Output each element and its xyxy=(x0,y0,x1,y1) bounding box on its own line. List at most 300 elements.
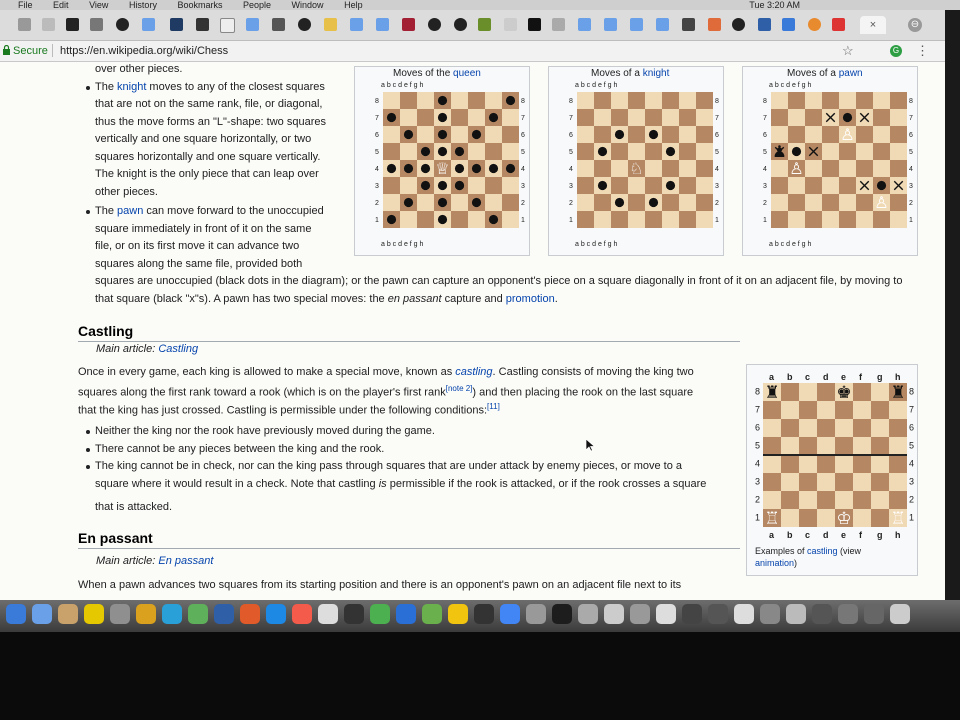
board-square xyxy=(696,126,713,143)
rank-label: 6 xyxy=(909,132,913,140)
board-square xyxy=(451,109,468,126)
board-square xyxy=(400,177,417,194)
queen-diagram xyxy=(354,66,530,256)
board-square xyxy=(577,160,594,177)
url-field[interactable]: https://en.wikipedia.org/wiki/Chess xyxy=(60,45,229,57)
board-square xyxy=(805,126,822,143)
board-square xyxy=(781,419,799,437)
move-dot xyxy=(506,96,515,105)
pinned-tab-icon[interactable] xyxy=(832,18,845,31)
rank-label: 5 xyxy=(909,440,915,451)
board-square xyxy=(822,160,839,177)
castling-main-link[interactable]: Castling xyxy=(158,343,199,355)
board-square xyxy=(817,419,835,437)
rank-label: 7 xyxy=(569,115,573,123)
board-square xyxy=(873,92,890,109)
board-square xyxy=(696,92,713,109)
board-square xyxy=(799,383,817,401)
board-square xyxy=(889,473,907,491)
white-knight-icon: ♘ xyxy=(629,159,644,179)
rank-label: 1 xyxy=(715,217,719,225)
board-square xyxy=(628,211,645,228)
menu-file[interactable]: File xyxy=(18,0,33,10)
board-square xyxy=(805,92,822,109)
board-square xyxy=(799,437,817,455)
browser-menu-icon[interactable]: ⋮ xyxy=(916,43,929,58)
file-label: h xyxy=(895,530,901,540)
file-label: b xyxy=(787,372,793,382)
board-square xyxy=(611,211,628,228)
pinned-tab-icon[interactable] xyxy=(758,18,771,31)
board-square xyxy=(889,401,907,419)
menu-bookmarks[interactable]: Bookmarks xyxy=(177,0,223,10)
board-square xyxy=(853,491,871,509)
move-dot xyxy=(489,113,498,122)
board-square xyxy=(628,126,645,143)
rank-label: 2 xyxy=(375,200,379,208)
text-line: squares are unoccupied (black dots in the diagram); or the pawn can capture an opponent's piece on a square diagonally in front of it on an adjacent file, by moving to xyxy=(95,275,903,287)
castling-hatnote: Main article: Castling xyxy=(96,343,199,355)
board-square xyxy=(679,143,696,160)
board-square xyxy=(781,473,799,491)
board-square xyxy=(799,473,817,491)
board-square xyxy=(485,143,502,160)
text-line: file, or on its first move it can advance two xyxy=(95,240,300,252)
file-label: f xyxy=(859,372,862,382)
board-square xyxy=(662,211,679,228)
pawn-board xyxy=(761,92,917,230)
board-square xyxy=(417,109,434,126)
dock-app-icon[interactable] xyxy=(58,604,78,624)
board-square xyxy=(645,211,662,228)
rank-label: 6 xyxy=(375,132,379,140)
castling-caption-link[interactable]: castling xyxy=(807,546,838,556)
board-square xyxy=(468,109,485,126)
board-square xyxy=(788,126,805,143)
promotion-link[interactable]: promotion xyxy=(505,293,555,305)
menu-edit[interactable]: Edit xyxy=(53,0,69,10)
rank-label: 5 xyxy=(909,149,913,157)
dock-app-icon[interactable] xyxy=(448,604,468,624)
pinned-tab-icon[interactable] xyxy=(604,18,617,31)
pinned-tab-icon[interactable] xyxy=(42,18,55,31)
board-square xyxy=(577,109,594,126)
board-square xyxy=(817,401,835,419)
dock-app-icon[interactable] xyxy=(240,604,260,624)
board-square xyxy=(822,177,839,194)
github-icon[interactable] xyxy=(428,18,441,31)
text-line: squares along the same file, provided both xyxy=(95,258,303,270)
white-rook-icon: ♖ xyxy=(890,508,906,529)
file-labels: a b c d e f g h xyxy=(381,82,424,89)
move-dot xyxy=(438,181,447,190)
extension-icon[interactable]: G xyxy=(890,45,902,57)
animation-link[interactable]: animation xyxy=(755,558,795,568)
condition-2: There cannot be any pieces between the king and the rook. xyxy=(95,443,385,455)
board-square xyxy=(871,455,889,473)
board-square xyxy=(696,109,713,126)
board-square xyxy=(822,92,839,109)
dock-app-icon[interactable] xyxy=(864,604,884,624)
board-square xyxy=(853,383,871,401)
move-dot xyxy=(489,215,498,224)
pinned-tab-icon[interactable] xyxy=(170,18,183,31)
board-square xyxy=(679,177,696,194)
dock-app-icon[interactable] xyxy=(552,604,572,624)
dock-app-icon[interactable] xyxy=(786,604,806,624)
dock-app-icon[interactable] xyxy=(110,604,130,624)
lock-icon xyxy=(3,45,10,55)
board-square xyxy=(679,92,696,109)
board-divider xyxy=(763,454,907,456)
screen-edge xyxy=(945,10,960,600)
dock-app-icon[interactable] xyxy=(630,604,650,624)
pinned-tab-icon[interactable] xyxy=(504,18,517,31)
move-dot xyxy=(598,181,607,190)
board-square xyxy=(763,491,781,509)
board-square xyxy=(771,194,788,211)
dock-app-icon[interactable] xyxy=(812,604,832,624)
rank-label: 8 xyxy=(909,386,915,397)
board-square xyxy=(889,491,907,509)
queen-board xyxy=(373,92,529,230)
rank-label: 3 xyxy=(569,183,573,191)
board-square xyxy=(835,419,853,437)
move-dot xyxy=(387,215,396,224)
white-pawn-icon: ♙ xyxy=(789,159,804,179)
rank-label: 8 xyxy=(715,98,719,106)
pinned-tab-icon[interactable] xyxy=(66,18,79,31)
board-square xyxy=(839,160,856,177)
rank-label: 4 xyxy=(715,166,719,174)
board-square xyxy=(645,92,662,109)
text-line: thus the move forms an "L"-shape: two squares xyxy=(95,116,326,128)
text-line: that the king has just crossed. Castling is permissible under the following conditions:[11] xyxy=(78,402,500,417)
rank-label: 7 xyxy=(909,404,915,415)
board-square xyxy=(417,194,434,211)
laptop-bezel xyxy=(0,632,960,720)
board-square xyxy=(611,143,628,160)
close-tab-button[interactable]: × xyxy=(860,16,886,34)
chess-board-svg xyxy=(753,369,917,543)
knight-diagram-link[interactable]: knight xyxy=(642,68,670,79)
text-line: that square (black "x"s). A pawn has two special moves: the en passant capture and promotion. xyxy=(95,293,558,305)
rank-label: 2 xyxy=(755,494,761,505)
pinned-tab-icon[interactable] xyxy=(682,18,695,31)
board-square xyxy=(611,160,628,177)
queen-link[interactable]: queen xyxy=(453,68,481,79)
board-square xyxy=(662,109,679,126)
board-square xyxy=(890,143,907,160)
board-square xyxy=(805,194,822,211)
dock-app-icon[interactable] xyxy=(84,604,104,624)
menu-view[interactable]: View xyxy=(89,0,109,10)
board-square xyxy=(890,211,907,228)
pinned-tab-icon[interactable] xyxy=(808,18,821,31)
pinned-tab-icon[interactable] xyxy=(630,18,643,31)
board-square xyxy=(771,211,788,228)
move-dot xyxy=(877,181,886,190)
dock-app-icon[interactable] xyxy=(474,604,494,624)
en-passant-main-link[interactable]: En passant xyxy=(158,555,214,567)
dropbox-icon[interactable] xyxy=(782,18,795,31)
bookmark-star-icon[interactable]: ☆ xyxy=(842,43,854,58)
dock-app-icon[interactable] xyxy=(292,604,312,624)
board-square xyxy=(799,455,817,473)
board-square xyxy=(853,473,871,491)
rank-label: 8 xyxy=(909,98,913,106)
pinned-tab-icon[interactable] xyxy=(376,18,389,31)
profile-icon[interactable]: ⊖ xyxy=(908,18,922,32)
harvard-icon[interactable] xyxy=(402,18,415,31)
board-square xyxy=(594,160,611,177)
board-square xyxy=(853,437,871,455)
board-square xyxy=(611,109,628,126)
board-square xyxy=(763,455,781,473)
pinned-tab-icon[interactable] xyxy=(552,18,565,31)
bullet xyxy=(86,210,90,214)
board-square xyxy=(577,194,594,211)
rank-label: 5 xyxy=(715,149,719,157)
medium-icon[interactable] xyxy=(528,18,541,31)
bullet xyxy=(86,465,90,469)
dock-app-icon[interactable] xyxy=(500,604,520,624)
move-dot xyxy=(472,130,481,139)
note-2-ref[interactable]: [note 2] xyxy=(445,384,473,393)
board-square xyxy=(835,491,853,509)
dock-app-icon[interactable] xyxy=(266,604,286,624)
board-square xyxy=(763,401,781,419)
rank-label: 1 xyxy=(763,217,767,225)
chess-board-svg xyxy=(373,92,529,230)
board-square xyxy=(873,109,890,126)
pinned-tab-icon[interactable] xyxy=(478,18,491,31)
move-dot xyxy=(792,147,801,156)
github-icon[interactable] xyxy=(298,18,311,31)
board-square xyxy=(502,109,519,126)
rank-label: 3 xyxy=(375,183,379,191)
dock-app-icon[interactable] xyxy=(6,604,26,624)
chess-board-svg xyxy=(761,92,917,230)
github-icon[interactable] xyxy=(454,18,467,31)
move-dot xyxy=(404,130,413,139)
dock-app-icon[interactable] xyxy=(188,604,208,624)
pinned-tab-icon[interactable] xyxy=(708,18,721,31)
pinned-tab-icon[interactable] xyxy=(350,18,363,31)
board-square xyxy=(853,455,871,473)
heading-rule xyxy=(78,548,740,549)
file-labels: a b c d e f g h xyxy=(575,241,618,248)
file-labels: a b c d e f g h xyxy=(769,241,812,248)
dock-app-icon[interactable] xyxy=(396,604,416,624)
file-label: f xyxy=(859,530,862,540)
pinned-tabs-strip xyxy=(0,10,945,41)
menu-window[interactable]: Window xyxy=(291,0,324,10)
dock-app-icon[interactable] xyxy=(344,604,364,624)
rank-label: 6 xyxy=(755,422,761,433)
board-square xyxy=(788,211,805,228)
menu-people[interactable]: People xyxy=(243,0,272,10)
board-square xyxy=(856,211,873,228)
pinned-tab-icon[interactable] xyxy=(656,18,669,31)
rank-label: 2 xyxy=(909,494,915,505)
dock-app-icon[interactable] xyxy=(578,604,598,624)
board-square xyxy=(788,177,805,194)
board-square xyxy=(856,92,873,109)
board-square xyxy=(577,126,594,143)
board-square xyxy=(594,92,611,109)
pinned-tab-icon[interactable] xyxy=(272,18,285,31)
board-square xyxy=(645,109,662,126)
board-square xyxy=(400,109,417,126)
rank-label: 3 xyxy=(909,183,913,191)
board-square xyxy=(383,177,400,194)
board-square xyxy=(889,419,907,437)
mouse-cursor-icon xyxy=(586,439,595,452)
file-labels: a b c d e f g h xyxy=(575,82,618,89)
file-label: c xyxy=(805,372,811,382)
github-icon[interactable] xyxy=(732,18,745,31)
menu-history[interactable]: History xyxy=(128,0,157,10)
board-square xyxy=(577,143,594,160)
board-square xyxy=(594,109,611,126)
rank-label: 5 xyxy=(375,149,379,157)
pinned-tab-icon[interactable] xyxy=(578,18,591,31)
board-square xyxy=(835,455,853,473)
dock-app-icon[interactable] xyxy=(162,604,182,624)
wikipedia-icon[interactable] xyxy=(220,18,235,33)
dock-app-icon[interactable] xyxy=(370,604,390,624)
board-square xyxy=(856,194,873,211)
pinned-tab-icon[interactable] xyxy=(18,18,31,31)
rank-label: 4 xyxy=(763,166,767,174)
board-square xyxy=(400,211,417,228)
black-rook-icon: ♜ xyxy=(890,382,906,403)
github-icon[interactable] xyxy=(116,18,129,31)
board-square xyxy=(417,92,434,109)
board-square xyxy=(383,143,400,160)
mac-dock xyxy=(0,600,960,632)
board-square xyxy=(662,194,679,211)
rank-label: 7 xyxy=(375,115,379,123)
board-square xyxy=(502,194,519,211)
pinned-tab-icon[interactable] xyxy=(246,18,259,31)
dock-app-icon[interactable] xyxy=(136,604,156,624)
dock-app-icon[interactable] xyxy=(890,604,910,624)
pinned-tab-icon[interactable] xyxy=(196,18,209,31)
white-queen-icon: ♕ xyxy=(435,159,450,179)
board-square xyxy=(645,177,662,194)
pawn-link[interactable]: pawn xyxy=(117,205,144,217)
rank-label: 1 xyxy=(521,217,525,225)
move-dot xyxy=(615,130,624,139)
board-square xyxy=(679,109,696,126)
pinned-tab-icon[interactable] xyxy=(142,18,155,31)
board-square xyxy=(468,92,485,109)
knight-link[interactable]: knight xyxy=(117,81,147,93)
board-square xyxy=(835,437,853,455)
dock-app-icon[interactable] xyxy=(32,604,52,624)
move-dot xyxy=(438,147,447,156)
board-square xyxy=(817,437,835,455)
pawn-diagram-link[interactable]: pawn xyxy=(838,68,863,79)
board-square xyxy=(451,211,468,228)
board-square xyxy=(781,383,799,401)
rank-label: 6 xyxy=(569,132,573,140)
dock-app-icon[interactable] xyxy=(604,604,624,624)
rank-label: 2 xyxy=(909,200,913,208)
file-label: h xyxy=(895,372,901,382)
board-square xyxy=(890,126,907,143)
move-dot xyxy=(421,181,430,190)
board-square xyxy=(662,92,679,109)
dock-app-icon[interactable] xyxy=(526,604,546,624)
board-square xyxy=(822,126,839,143)
file-label: e xyxy=(841,372,847,382)
knight-caption: Moves of a knight xyxy=(591,68,670,79)
board-square xyxy=(696,177,713,194)
text-line: When a pawn advances two squares from its starting position and there is an opponent's pawn on an adjacent file next to its xyxy=(78,579,682,591)
dock-app-icon[interactable] xyxy=(656,604,676,624)
move-dot xyxy=(615,198,624,207)
rank-label: 2 xyxy=(715,200,719,208)
move-dot xyxy=(387,164,396,173)
queen-caption: Moves of the queen xyxy=(393,68,481,79)
dock-app-icon[interactable] xyxy=(318,604,338,624)
dock-app-icon[interactable] xyxy=(214,604,234,624)
dock-app-icon[interactable] xyxy=(734,604,754,624)
board-square xyxy=(856,143,873,160)
board-square xyxy=(485,126,502,143)
board-square xyxy=(871,383,889,401)
rank-label: 3 xyxy=(909,476,915,487)
text-line: squares horizontally and one square vertically. xyxy=(95,151,321,163)
board-square xyxy=(805,211,822,228)
move-dot xyxy=(438,215,447,224)
board-square xyxy=(468,211,485,228)
board-square xyxy=(817,455,835,473)
board-square xyxy=(696,160,713,177)
black-king-icon: ♚ xyxy=(836,382,852,403)
move-dot xyxy=(404,198,413,207)
pinned-tab-icon[interactable] xyxy=(90,18,103,31)
move-dot xyxy=(598,147,607,156)
dock-app-icon[interactable] xyxy=(682,604,702,624)
text-line: square where it would result in a check. Note that castling is permissible if the rook is attacked, or if the rook crosses a square xyxy=(95,478,707,490)
board-square xyxy=(817,473,835,491)
dock-app-icon[interactable] xyxy=(708,604,728,624)
text-line: that is attacked. xyxy=(95,501,173,513)
board-square xyxy=(853,419,871,437)
rank-label: 2 xyxy=(569,200,573,208)
board-square xyxy=(577,92,594,109)
move-dot xyxy=(649,198,658,207)
castling-link[interactable]: castling xyxy=(455,366,493,378)
dock-app-icon[interactable] xyxy=(838,604,858,624)
pinned-tab-icon[interactable] xyxy=(324,18,337,31)
black-pawn-icon: ♟ xyxy=(772,142,787,162)
dock-app-icon[interactable] xyxy=(760,604,780,624)
ref-11[interactable]: [11] xyxy=(487,402,500,411)
board-square xyxy=(679,194,696,211)
dock-app-icon[interactable] xyxy=(422,604,442,624)
menu-help[interactable]: Help xyxy=(344,0,363,10)
rank-label: 7 xyxy=(763,115,767,123)
board-square xyxy=(679,160,696,177)
board-square xyxy=(788,92,805,109)
pawn-paragraph: The pawn can move forward to the unoccupied xyxy=(95,205,324,217)
rank-label: 4 xyxy=(909,166,913,174)
